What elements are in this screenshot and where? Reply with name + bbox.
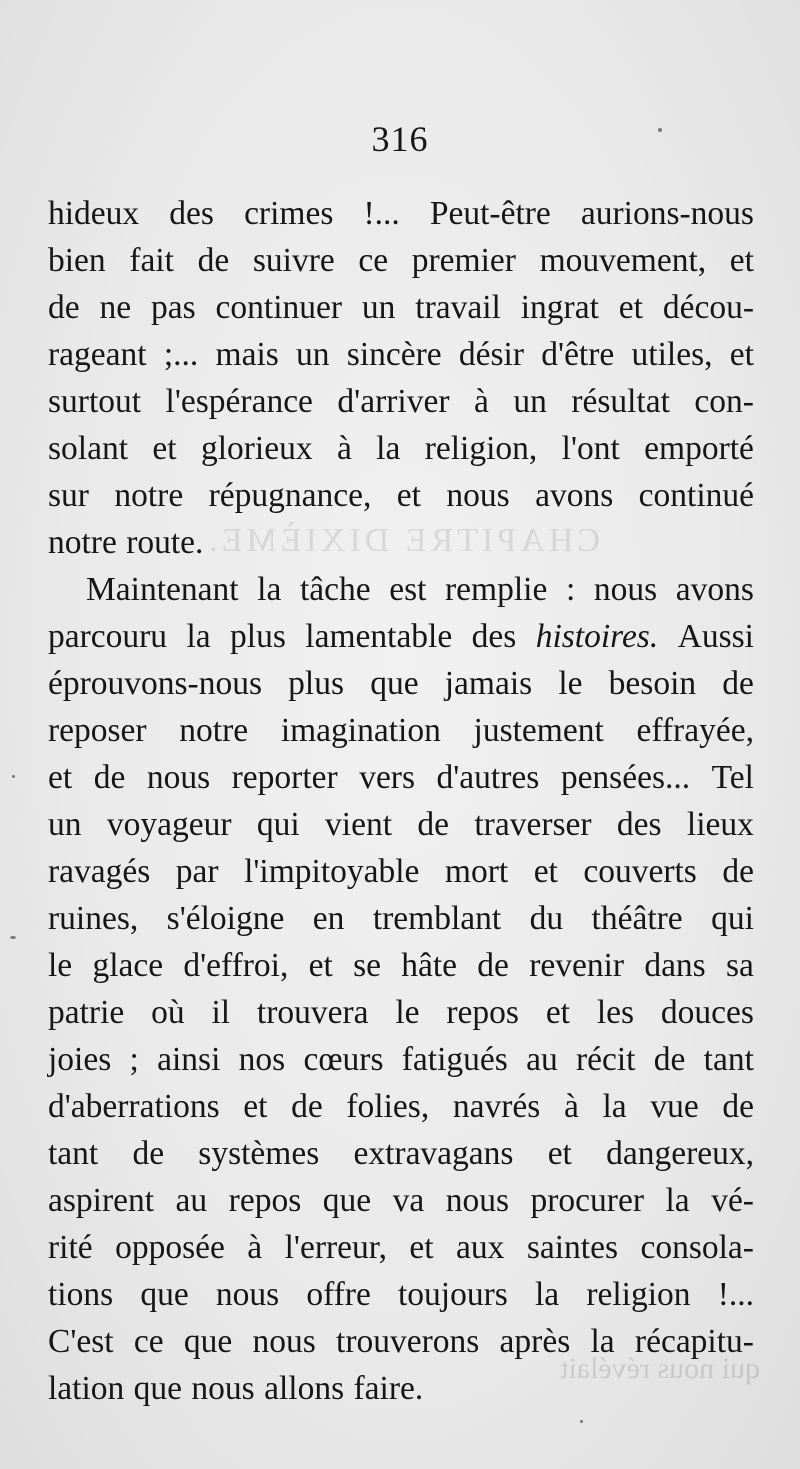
word: l'espérance xyxy=(165,383,313,420)
word: nous xyxy=(191,1370,255,1407)
word: décou- xyxy=(662,289,754,326)
word: avons xyxy=(675,571,754,608)
word: la xyxy=(665,1182,690,1219)
word: consola- xyxy=(640,1229,754,1266)
word: et xyxy=(152,430,177,467)
word: mais xyxy=(215,336,279,373)
text-line xyxy=(48,942,754,989)
word: Aussi xyxy=(677,618,754,655)
word: effrayée, xyxy=(636,712,754,749)
word: d'autres xyxy=(436,759,540,796)
text-line xyxy=(48,707,754,754)
word: emporté xyxy=(644,430,754,467)
word: de xyxy=(722,853,754,890)
word: procurer xyxy=(530,1182,644,1219)
word: continué xyxy=(638,477,754,514)
word: aspirent xyxy=(48,1182,155,1219)
word: : xyxy=(565,571,576,608)
word: et xyxy=(547,1135,572,1172)
word: est xyxy=(389,571,427,608)
word: de xyxy=(48,289,80,326)
word: rageant xyxy=(48,336,147,373)
word: lamentable xyxy=(305,618,453,655)
word: ruines, xyxy=(48,900,139,937)
word: C'est xyxy=(48,1323,114,1360)
word: saintes xyxy=(526,1229,619,1266)
text-line xyxy=(48,237,754,284)
word: allons xyxy=(264,1370,345,1407)
word: utiles, xyxy=(631,336,713,373)
word: où xyxy=(151,994,185,1031)
word: mort xyxy=(444,853,509,890)
word: joies xyxy=(48,1041,112,1078)
word: suivre xyxy=(252,242,335,279)
word: justement xyxy=(473,712,604,749)
word: par xyxy=(175,853,219,890)
word: aux xyxy=(456,1229,505,1266)
word: les xyxy=(596,994,635,1031)
word: au xyxy=(526,1041,558,1078)
text-line xyxy=(48,1130,754,1177)
word: religion, xyxy=(424,430,538,467)
word: lation xyxy=(48,1370,125,1407)
word: de xyxy=(291,1088,323,1125)
word: Maintenant xyxy=(86,571,239,608)
word: crimes xyxy=(244,195,334,232)
word: nous xyxy=(593,571,658,608)
word: à xyxy=(247,1229,263,1266)
text-line xyxy=(48,1318,754,1365)
word: ravagés xyxy=(48,853,151,890)
word: notre xyxy=(179,712,249,749)
word: mouvement, xyxy=(539,242,707,279)
word: douces xyxy=(660,994,754,1031)
page-number: 316 xyxy=(371,119,429,159)
text-line xyxy=(48,1271,754,1318)
show-through-heading: CHAPITRE DIXIÈME. xyxy=(205,522,600,559)
word: et xyxy=(396,477,421,514)
text-line xyxy=(48,1036,754,1083)
word: de xyxy=(653,1041,686,1078)
word: pensées... xyxy=(560,759,691,796)
word: trouverons xyxy=(336,1323,480,1360)
word: un xyxy=(361,289,396,326)
word: sur xyxy=(48,477,89,514)
word: nous xyxy=(215,1276,280,1313)
word: théâtre xyxy=(591,900,683,937)
word: la xyxy=(376,430,401,467)
word: à xyxy=(336,430,352,467)
word: nous xyxy=(445,1182,510,1219)
paper-speck xyxy=(658,128,662,132)
word: premier xyxy=(411,242,516,279)
word: que xyxy=(140,1276,189,1313)
word: de xyxy=(477,947,509,984)
word: ;... xyxy=(163,336,199,373)
word: con- xyxy=(694,383,754,420)
word: le xyxy=(395,994,420,1031)
word: glace xyxy=(92,947,164,984)
word: et xyxy=(729,336,754,373)
word: !... xyxy=(363,195,400,232)
text-line xyxy=(48,989,754,1036)
word: cœurs xyxy=(303,1041,384,1078)
word: ne xyxy=(99,289,132,326)
word: vue xyxy=(650,1088,699,1125)
word: d'arriver xyxy=(337,383,450,420)
word: continuer xyxy=(215,289,343,326)
text-line xyxy=(48,1177,754,1224)
word: solant xyxy=(48,430,129,467)
text-line-italic-word xyxy=(48,613,754,660)
word: hâte xyxy=(401,947,458,984)
word: Tel xyxy=(711,759,754,796)
text-line xyxy=(48,331,754,378)
word: et xyxy=(545,994,570,1031)
word: du xyxy=(529,900,564,937)
word: toujours xyxy=(398,1276,508,1313)
text-line xyxy=(48,754,754,801)
word: sincère xyxy=(346,336,442,373)
word: en xyxy=(312,900,345,937)
word: après xyxy=(499,1323,571,1360)
word: fatigués xyxy=(401,1041,508,1078)
word: vé- xyxy=(711,1182,754,1219)
text-line xyxy=(48,848,754,895)
word: et xyxy=(48,759,73,796)
word: la xyxy=(590,1323,615,1360)
paper-speck xyxy=(12,775,15,778)
text-line xyxy=(48,284,754,331)
word: éprouvons-nous xyxy=(48,665,263,702)
word: répugnance, xyxy=(208,477,372,514)
word: notre xyxy=(114,477,184,514)
body-text xyxy=(48,190,754,1412)
word: et xyxy=(308,947,333,984)
word: revenir xyxy=(529,947,625,984)
word: parcouru xyxy=(48,618,168,655)
word: systèmes xyxy=(198,1135,320,1172)
word: Peut-être xyxy=(429,195,551,232)
word: tions xyxy=(48,1276,114,1313)
word: reposer xyxy=(48,712,147,749)
word: d'aberrations xyxy=(48,1088,220,1125)
word: pas xyxy=(151,289,196,326)
word: des xyxy=(169,195,214,232)
word: des xyxy=(616,806,662,843)
word: tâche xyxy=(299,571,371,608)
word: que xyxy=(183,1323,233,1360)
text-line xyxy=(48,378,754,425)
word: nous xyxy=(252,1323,316,1360)
word: tremblant xyxy=(372,900,502,937)
word: de xyxy=(722,1088,754,1125)
word: de xyxy=(722,665,754,702)
word: repos xyxy=(228,1182,302,1219)
word: route. xyxy=(126,524,204,561)
word: d'effroi, xyxy=(183,947,289,984)
word: dans xyxy=(644,947,706,984)
word: voyageur xyxy=(106,806,232,843)
word: et xyxy=(243,1088,268,1125)
word: couverts xyxy=(583,853,697,890)
word: navrés xyxy=(452,1088,541,1125)
text-line xyxy=(48,519,754,566)
word: faire. xyxy=(353,1370,424,1407)
word: ce xyxy=(133,1323,164,1360)
word: de xyxy=(93,759,126,796)
word: offre xyxy=(306,1276,371,1313)
text-line xyxy=(48,1224,754,1271)
word: un xyxy=(296,336,330,373)
word: religion xyxy=(586,1276,691,1313)
word: hideux xyxy=(48,195,140,232)
word: s'éloigne xyxy=(166,900,285,937)
text-line xyxy=(48,801,754,848)
word: le xyxy=(558,665,583,702)
word: des xyxy=(471,618,517,655)
word: besoin xyxy=(608,665,697,702)
word: de xyxy=(417,806,450,843)
word: avons xyxy=(535,477,614,514)
word: tant xyxy=(703,1041,754,1078)
word: nous xyxy=(146,759,211,796)
word: et xyxy=(729,242,754,279)
word: ce xyxy=(358,242,389,279)
text-line xyxy=(48,425,754,472)
word: imagination xyxy=(280,712,441,749)
word: plus xyxy=(230,618,286,655)
word: vient xyxy=(325,806,393,843)
word: qui xyxy=(256,806,300,843)
word: aurions-nous xyxy=(580,195,754,232)
word: traverser xyxy=(474,806,592,843)
word: que xyxy=(133,1370,183,1407)
text-line xyxy=(48,1365,754,1412)
word: la xyxy=(186,618,211,655)
word: nos xyxy=(238,1041,286,1078)
word: la xyxy=(534,1276,560,1313)
word: vers xyxy=(359,759,415,796)
word: va xyxy=(392,1182,425,1219)
word: ainsi xyxy=(157,1041,221,1078)
text-line xyxy=(48,190,754,237)
text-line xyxy=(48,472,754,519)
word: tant xyxy=(48,1135,99,1172)
word: et xyxy=(409,1229,434,1266)
word: résultat xyxy=(571,383,670,420)
word: repos xyxy=(446,994,519,1031)
word: de xyxy=(197,242,230,279)
word: l'erreur, xyxy=(284,1229,387,1266)
text-line xyxy=(48,660,754,707)
word: sa xyxy=(725,947,754,984)
word: ; xyxy=(129,1041,139,1078)
word: fait xyxy=(129,242,174,279)
word: !... xyxy=(717,1276,754,1313)
word: dangereux, xyxy=(606,1135,754,1172)
word: remplie xyxy=(445,571,548,608)
word: glorieux xyxy=(200,430,313,467)
word: bien xyxy=(48,242,106,279)
word: ingrat xyxy=(520,289,599,326)
word: folies, xyxy=(346,1088,430,1125)
word: le xyxy=(48,947,73,984)
word: d'être xyxy=(541,336,615,373)
word: histoires. xyxy=(535,618,659,655)
word: il xyxy=(211,994,231,1031)
text-line xyxy=(48,895,754,942)
word: l'impitoyable xyxy=(244,853,420,890)
word: rité xyxy=(48,1229,93,1266)
text-line xyxy=(48,566,754,613)
word: patrie xyxy=(48,994,125,1031)
word: un xyxy=(513,383,547,420)
word: se xyxy=(353,947,381,984)
word: désir xyxy=(458,336,525,373)
word: au xyxy=(175,1182,208,1219)
text-line xyxy=(48,1083,754,1130)
paper-speck xyxy=(10,936,16,939)
word: que xyxy=(322,1182,372,1219)
word: nous xyxy=(446,477,510,514)
word: jamais xyxy=(444,665,533,702)
word: que xyxy=(370,665,419,702)
word: et xyxy=(533,853,558,890)
word: opposée xyxy=(115,1229,225,1266)
word: la xyxy=(602,1088,627,1125)
word: de xyxy=(132,1135,165,1172)
paper-speck xyxy=(580,1420,583,1423)
word: reporter xyxy=(231,759,338,796)
word: à xyxy=(473,383,489,420)
word: l'ont xyxy=(561,430,620,467)
show-through-bottom-text: qui nous révélait xyxy=(560,1352,760,1385)
word: la xyxy=(257,571,282,608)
word: un xyxy=(48,806,82,843)
word: et xyxy=(618,289,643,326)
word: lieux xyxy=(686,806,754,843)
word: surtout xyxy=(48,383,142,420)
word: plus xyxy=(288,665,345,702)
word: récapitu- xyxy=(634,1323,754,1360)
word: trouvera xyxy=(256,994,369,1031)
word: travail xyxy=(415,289,501,326)
word: extravagans xyxy=(353,1135,514,1172)
word: récit xyxy=(575,1041,636,1078)
word: à xyxy=(563,1088,579,1125)
word: notre xyxy=(48,524,117,561)
word: qui xyxy=(711,900,754,937)
